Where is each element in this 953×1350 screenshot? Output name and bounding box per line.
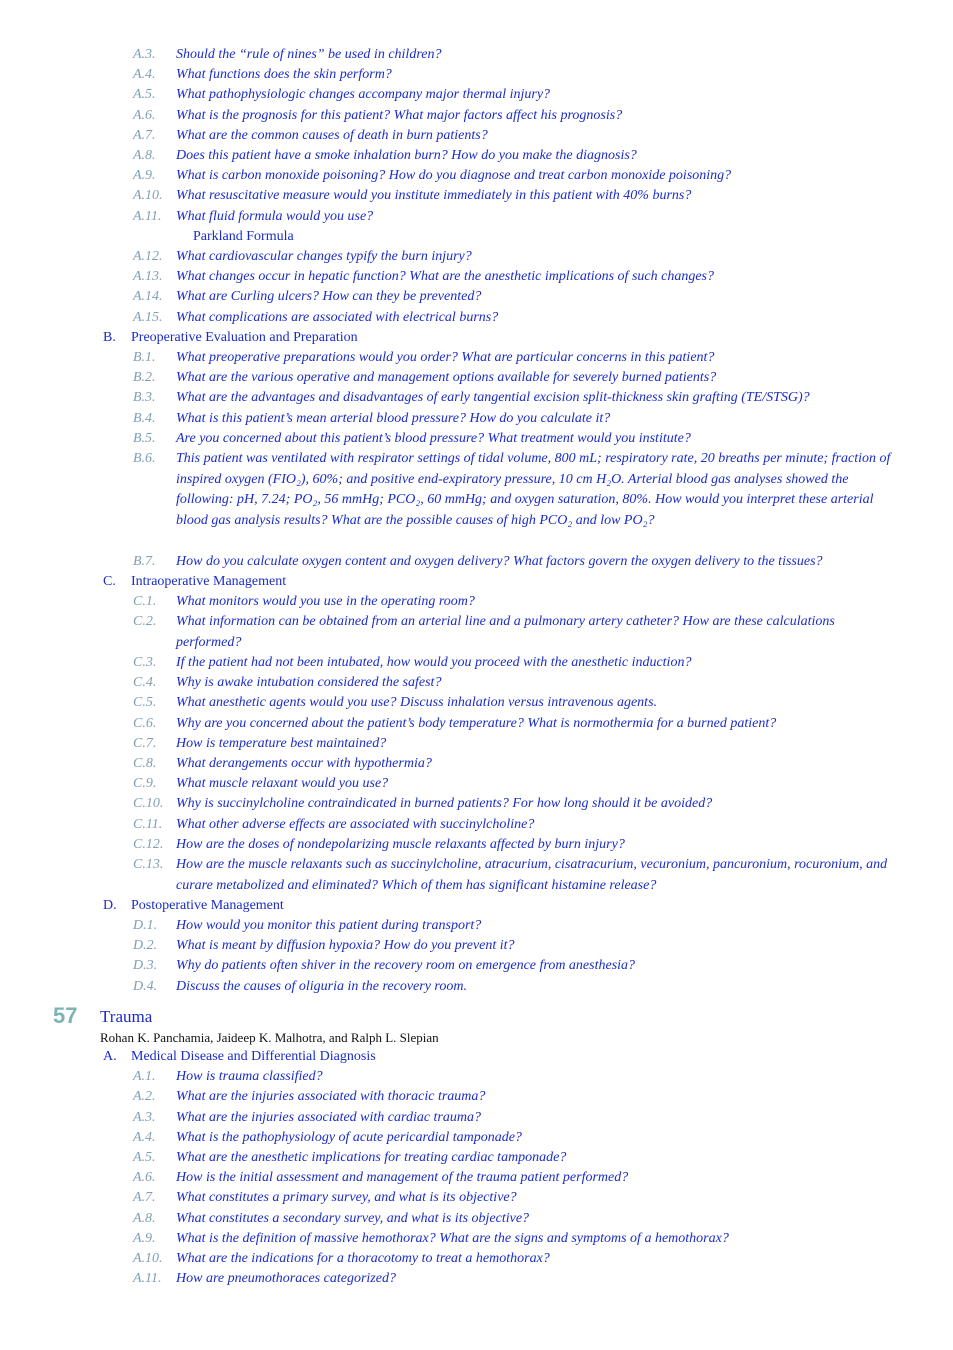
question-number: C.13. [133,857,164,872]
question-item [133,409,913,430]
question-number: C.1. [133,594,157,609]
question-text: Should the “rule of nines” be used in children? [176,47,442,62]
question-text: What are the various operative and management options available for severely burned patients? [176,370,717,386]
question-item [133,65,913,86]
section-letter: B. [103,329,116,345]
question-text: How is trauma classified? [176,1069,323,1085]
question-number: A.11. [133,208,162,224]
question-number: C.10. [133,796,164,812]
question-number: A.6. [133,107,156,123]
question-number: A.4. [133,1129,156,1145]
question-item [133,247,913,268]
question-number: C.4. [133,675,157,691]
question-text: What monitors would you use in the operating room? [176,594,475,609]
question-text: If the patient had not been intubated, how would you proceed with the anesthetic induction? [176,655,692,670]
section-letter: A. [103,1049,117,1064]
question-text: What resuscitative measure would you institute immediately in this patient with 40% burns? [176,188,692,204]
question-text: What functions does the skin perform? [176,67,392,83]
question-item [133,673,913,694]
question-item [133,693,913,714]
question-text: Why do patients often shiver in the recovery room on emergence from anesthesia? [176,958,636,974]
question-item [133,85,913,106]
question-text: What are the indications for a thoracotomy to treat a hemothorax? [176,1251,550,1266]
chapter-title: Trauma [100,1007,153,1026]
question-text: Why is awake intubation considered the safest? [176,675,442,691]
question-text: What are the injuries associated with cardiac trauma? [176,1109,481,1125]
question-item [133,106,913,127]
question-item [133,146,913,167]
answer-note: Parkland Formula [193,228,294,244]
question-item [133,348,913,369]
question-item [133,835,913,856]
question-item [133,1269,913,1290]
question-item [133,1188,913,1209]
question-item [133,429,913,450]
question-item [133,754,913,775]
question-number: A.6. [133,1170,156,1186]
question-item [133,267,913,288]
question-text: What other adverse effects are associated with succinylcholine? [176,816,535,832]
question-text: What pathophysiologic changes accompany major thermal injury? [176,87,551,103]
question-item [133,368,913,389]
question-text: What muscle relaxant would you use? [176,776,389,792]
question-text: Discuss the causes of oliguria in the recovery room. [176,978,467,994]
question-text: What constitutes a secondary survey, and what is its objective? [176,1210,530,1226]
question-item [133,936,913,957]
question-number: A.9. [133,1230,156,1246]
question-text: How is the initial assessment and management of the trauma patient performed? [176,1170,629,1186]
question-item [133,1108,913,1129]
question-text: What preoperative preparations would you order? What are particular concerns in this patient? [176,350,715,365]
question-item [133,1209,913,1230]
question-item [133,956,913,977]
question-text: How is temperature best maintained? [176,735,387,751]
question-item [133,308,913,329]
question-number: A.8. [133,1210,156,1226]
question-number: B.7. [133,553,156,569]
question-number: A.15. [133,309,163,325]
section-letter: D. [103,897,117,913]
question-number: A.5. [133,1150,156,1165]
question-item [133,916,913,937]
question-item [133,774,913,795]
question-item [133,1249,913,1270]
question-number: C.5. [133,695,157,711]
question-item [133,388,913,409]
chapter-authors: Rohan K. Panchamia, Jaideep K. Malhotra, and Ralph L. Slepian [100,1030,439,1045]
question-text: How do you calculate oxygen content and oxygen delivery? What factors govern the oxygen delivery to the tissues? [176,553,823,569]
question-item [133,1229,913,1250]
question-number: C.6. [133,715,157,731]
question-number: A.3. [133,1109,156,1125]
question-text: How are the muscle relaxants such as succinylcholine, atracurium, cisatracurium, vecuronium, pancuronium, rocuronium, and curare metabolized and eliminated? Which of them has significant histamine release? [176,857,888,893]
question-number: A.8. [133,148,156,163]
question-text: Why is succinylcholine contraindicated in burned patients? For how long should it be avoided? [176,796,713,812]
question-item [133,287,913,308]
question-number: C.12. [133,836,164,852]
question-number: A.12. [133,249,163,264]
question-text: What constitutes a primary survey, and what is its objective? [176,1190,517,1206]
section-title: Preoperative Evaluation and Preparation [131,329,358,345]
question-item [133,1148,913,1169]
section-title: Medical Disease and Differential Diagnosis [131,1049,376,1064]
question-text: What cardiovascular changes typify the burn injury? [176,249,472,264]
question-item [133,449,913,552]
question-item [133,977,913,998]
question-text: Why are you concerned about the patient’s body temperature? What is normothermia for a burned patient? [176,715,777,731]
question-item [133,1067,913,1088]
question-item [133,815,913,836]
question-text: What is carbon monoxide poisoning? How do you diagnose and treat carbon monoxide poisoning? [176,168,732,184]
question-number: C.3. [133,655,157,670]
question-number: A.9. [133,168,156,184]
question-number: B.1. [133,350,156,365]
question-text: What derangements occur with hypothermia? [176,756,432,771]
question-text: What are the anesthetic implications for treating cardiac tamponade? [176,1150,567,1165]
question-text: What complications are associated with electrical burns? [176,309,499,325]
question-number: A.3. [133,47,156,62]
question-number: A.1. [133,1069,156,1085]
question-number: A.10. [133,188,163,204]
question-number: D.3. [133,958,158,974]
question-number: A.10. [133,1251,163,1266]
question-number: C.8. [133,756,157,771]
question-text: What are the advantages and disadvantages of early tangential excision split-thickness skin grafting (TE/STSG)? [176,390,810,406]
question-number: C.2. [133,614,157,630]
question-number: B.2. [133,370,156,386]
question-item [133,45,913,66]
question-number: A.11. [133,1271,162,1287]
question-number: C.9. [133,776,157,792]
question-item [133,1168,913,1189]
question-number: A.7. [133,1190,156,1206]
question-number: D.1. [133,918,158,933]
question-number: A.13. [133,269,163,285]
question-text: What is meant by diffusion hypoxia? How do you prevent it? [176,938,515,954]
question-text: How are pneumothoraces categorized? [176,1271,396,1287]
question-text: What is the definition of massive hemothorax? What are the signs and symptoms of a hemothorax? [176,1230,729,1246]
question-number: A.14. [133,289,163,305]
question-number: A.2. [133,1089,156,1105]
question-item [133,734,913,755]
question-number: B.4. [133,410,156,426]
question-item [133,207,913,228]
section-title: Postoperative Management [131,897,284,913]
question-text: What is this patient’s mean arterial blood pressure? How do you calculate it? [176,410,611,426]
question-number: D.2. [133,938,158,954]
question-item [133,592,913,613]
question-item [133,552,913,573]
question-item [133,186,913,207]
question-text: How would you monitor this patient during transport? [176,918,482,933]
question-item [133,794,913,815]
question-item [133,1087,913,1108]
question-text: What changes occur in hepatic function? What are the anesthetic implications of such changes? [176,269,714,285]
question-text: What are the injuries associated with thoracic trauma? [176,1089,486,1105]
question-number: A.5. [133,87,156,103]
question-text: Are you concerned about this patient’s blood pressure? What treatment would you institute? [176,430,691,446]
section-title: Intraoperative Management [131,573,287,589]
question-item [133,166,913,187]
question-number: C.11. [133,816,163,832]
question-number: B.5. [133,430,156,446]
question-text: What are the common causes of death in burn patients? [176,127,488,143]
question-number: B.3. [133,390,156,406]
question-number: C.7. [133,735,157,751]
question-text: What is the prognosis for this patient? What major factors affect his prognosis? [176,107,623,123]
chapter-number: 57 [53,1003,78,1028]
question-item [133,855,913,896]
question-text: What anesthetic agents would you use? Discuss inhalation versus intravenous agents. [176,695,658,711]
question-item [133,126,913,147]
question-number: A.7. [133,127,156,143]
question-text: What are Curling ulcers? How can they be prevented? [176,289,482,305]
question-item [133,653,913,674]
question-text: This patient was ventilated with respirator settings of tidal volume, 800 mL; respiratory rate, 20 breaths per minute; fraction of inspired oxygen (FIO₂), 60%; and positive end-expiratory pressure, 10 cm H₂O. Arterial blood gas analyses showed the following: pH, 7.24; PO₂, 56 mmHg; PCO₂, 60 mmHg; and oxygen saturation, 80%. How would you interpret these arterial blood gas analysis results? What are the possible causes of high PCO₂ and low PO₂? [176,451,891,528]
question-number: B.6. [133,451,156,466]
question-number: A.4. [133,67,156,83]
question-item [133,1128,913,1149]
question-text: How are the doses of nondepolarizing muscle relaxants affected by burn injury? [176,836,625,852]
question-number: D.4. [133,978,158,994]
question-item [133,714,913,735]
question-item [133,612,913,653]
question-text: What fluid formula would you use? [176,208,374,224]
question-text: What is the pathophysiology of acute pericardial tamponade? [176,1129,522,1145]
question-text: Does this patient have a smoke inhalation burn? How do you make the diagnosis? [176,148,637,163]
question-text: What information can be obtained from an arterial line and a pulmonary artery catheter? How are these calculations performed? [176,614,835,650]
section-letter: C. [103,573,116,589]
